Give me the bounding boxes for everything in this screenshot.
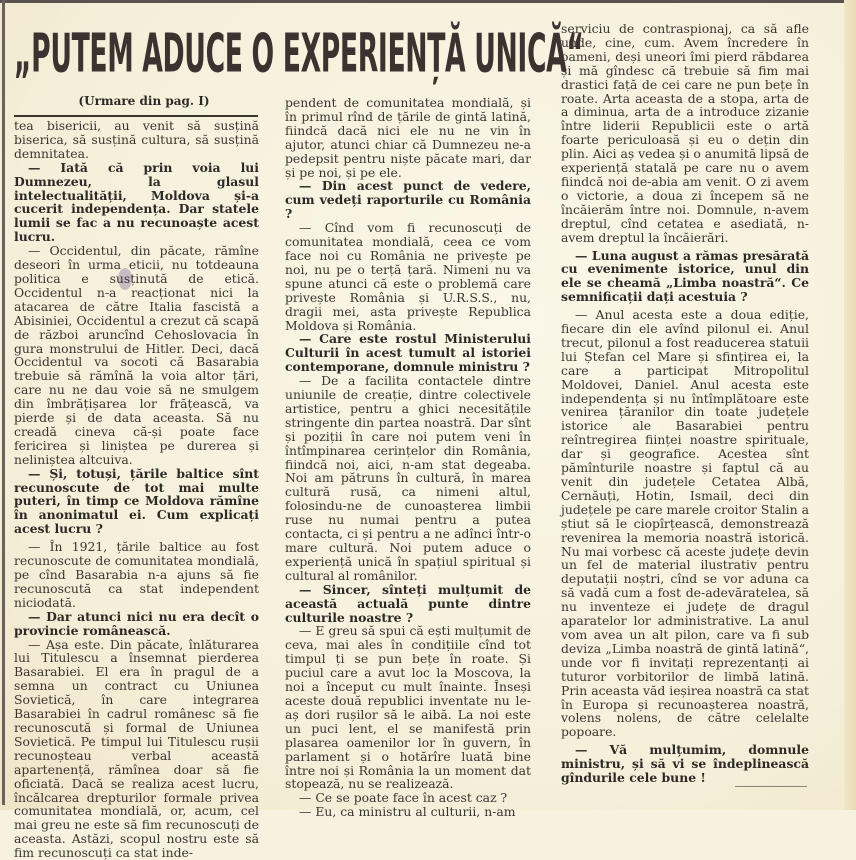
interview-question: — Vă mulțumim, domnule ministru, și să vi se îndeplinească gîndurile cele bune !	[561, 742, 809, 786]
paragraph: serviciu de contraspionaj, ca să afle unde, cine, cum. Avem încredere în oameni, deși uneori îmi pierd răbdarea și mă gîndesc că trebuie să fim mai drastici față de cei care ne pun bețe în roate. Arta aceasta de a stopa, arta de a diminua, arta de a introduce zizanie între liderii Republicii este o artă foarte periculoasă și eu o dețin din plin. Aici aș vedea și o anumită lipsă de experiență statală pe care nu o avem fiindcă noi de-abia am venit. O zi avem o victorie, a doua zi începem să ne încăierăm între noi. Domnule, n-avem dreptul, cînd cetatea e asediată, n-avem dreptul la încăierări.	[561, 21, 809, 245]
interview-answer: — Cînd vom fi recunoscuți de comunitatea mondială, ceea ce vom face noi cu România ne privește pe noi, nu pe o terță țară. Nimeni nu va spune atunci că este o problemă care privește România și U.R.S.S., nu, dragii mei, asta privește Republica Moldova și România.	[285, 220, 531, 333]
interview-question: — Iată că prin voia lui Dumnezeu, la glasul intelectualității, Moldova și-a cucerit independența. Dar statele lumii se fac a nu recunoaște acest lucru.	[14, 159, 259, 245]
left-border-rule	[2, 0, 5, 805]
interview-answer: — De a facilita contactele dintre uniunile de creație, dintre colectivele artistice, pentru a ghici necesitățile stringente din partea noastră. Dar sînt și poziții în care noi putem veni în întîmpinarea cerințelor din România, fiindcă noi, aici, n-am stat degeaba. Noi am pătruns în cultură, în marea cultură rusă, ca nimeni altul, folosindu-ne de cunoașterea limbii ruse nu numai pentru a putea contacta, ci și pentru a ne adînci într-o mare cultură. Noi putem aduce o experiență unică în spațiul spiritual și cultural al românilor.	[285, 373, 531, 583]
interview-question: — Dar atunci nici nu era decît o provincie românească.	[14, 608, 259, 638]
interview-answer: — Eu, ca ministru al culturii, n-am	[299, 804, 516, 820]
interview-question: — Ce se poate face în acest caz ?	[299, 790, 508, 806]
interview-question: — Care este rostul Ministerului Culturii în acest tumult al istoriei contemporane, domnule ministru ?	[285, 331, 531, 375]
top-border-rule	[0, 0, 850, 3]
article-column-2	[285, 96, 531, 819]
interview-answer: — În 1921, țările baltice au fost recunoscute de comunitatea mondială, pe cînd Basarabia n-a ajuns să fie recunoscută ca stat independent niciodată.	[14, 539, 259, 610]
paragraph: tea bisericii, au venit să susțină biserica, să susțină cultura, să susțină demnitatea.	[14, 118, 259, 161]
interview-question: — Sincer, sînteți mulțumit de această actuală punte dintre culturile noastre ?	[285, 581, 531, 625]
interview-answer: — Occidentul, din păcate, rămîne deseori în urma eticii, nu totdeauna politica e susținută de etică. Occidentul n-a reacționat nici la atacarea de către Italia fascistă a Abisiniei, Occidentul a crezut că scapă de război aruncînd Cehoslovacia în gura monstrului de Hitler. Deci, dacă Occidentul va socoti că Basarabia trebuie să rămînă la voia altor țări, care nu ne dau voie să ne smulgem din îmbrățișarea lor frățească, va pierde și de data aceasta. Să nu creadă cineva că-și poate face fericirea și liniștea pe durerea și neliniștea altcuiva.	[14, 243, 259, 467]
article-column-1	[14, 119, 259, 860]
interview-question: — Luna august a rămas presărată cu evenimente istorice, unul din ele se cheamă „Limba noastră“. Ce semnificații dați acestuia ?	[561, 247, 809, 305]
continued-from-label: (Urmare din pag. I)	[78, 94, 210, 108]
headline-text: „PUTEM ADUCE O EXPERIENȚĂ UNICĂ“	[14, 22, 584, 85]
article-end-rule	[735, 786, 807, 787]
article-column-3	[561, 22, 809, 785]
interview-question: — Din acest punct de vedere, cum vedeți raporturile cu România ?	[285, 178, 531, 222]
interview-answer: — Așa este. Din păcate, înlăturarea lui Titulescu a însemnat pierderea Basarabiei. El era în pragul de a semna un contract cu Uniunea Sovietică, în care integrarea Basarabiei în cadrul românesc să fie recunoscută și formal de Uniunea Sovietică. Pe timpul lui Titulescu rușii recunoșteau verbal această apartenență, rămînea doar să fie oficiată. Dacă se realiza acest lucru, încălcarea drepturilor formale privea comunitatea mondială, or, acum, cel mai greu ne este să fim recunoscuți de aceasta. Astăzi, scopul nostru este să fim recunoscuți ca stat inde-	[14, 636, 259, 860]
page-edge	[844, 0, 856, 810]
interview-answer: — Anul acesta este a doua ediție, fiecare din ele avînd pilonul ei. Anul trecut, pilonul a fost readucerea statuii lui Ștefan cel Mare și sfințirea ei, la care a participat Mitropolitul Moldovei, Daniel. Anul acesta este independența și nu întîmplătoare este venirea țăranilor din toate județele istorice ale Basarabiei pentru reîntregirea ființei noastre spirituale, dar și geografice. Acestea sînt pămînturile noastre și faptul că au venit din județele Cetatea Albă, Cernăuți, Hotin, Ismail, deci din județele pe care marele croitor Stalin a știut să le ciopîrțească, demonstrează revenirea la memoria noastră istorică. Nu mai vorbesc că aceste județe devin un fel de material ilustrativ pentru deputații noștri, cînd se vor aduna ca să vadă cum a fost de-adevăratelea, să nu inventeze ei județe de dragul aparatelor lor administrative. La anul vom avea un alt pilon, care va fi sub deviza „Limba noastră de gintă latină“, unde vor fi invitați reprezentanți ai tuturor vorbitorilor de limbă latină. Prin aceasta văd ieșirea noastră ca stat în Europa și recunoașterea noastră, volens nolens, de către celelalte popoare.	[561, 307, 809, 740]
paragraph: pendent de comunitatea mondială, și în primul rînd de țările de gintă latină, fiindcă dacă nici ele nu ne vin în ajutor, atunci chiar că Dumnezeu ne-a pedepsit pentru niște păcate mari, dar și pe noi, și pe ele.	[285, 95, 531, 180]
continued-rule	[14, 115, 258, 117]
interview-answer: — E greu să spui că ești mulțumit de ceva, mai ales în condițiile cînd tot timpul ți se pun bețe în roate. Și puciul care a avut loc la Moscova, la noi a început cu mult înainte. Înseși aceste două republici inventate nu le-aș dori rușilor să le aibă. La noi este un puci lent, el se manifestă prin plasarea oamenilor lor în guvern, în parlament și o hotărîre luată bine între noi și România la un moment dat stopează, nu se realizează.	[285, 623, 531, 792]
interview-question: — Și, totuși, țările baltice sînt recunoscute de tot mai multe puteri, în timp ce Moldova rămîne în anonimatul ei. Cum explicați acest lucru ?	[14, 465, 259, 537]
article-headline	[14, 22, 584, 85]
